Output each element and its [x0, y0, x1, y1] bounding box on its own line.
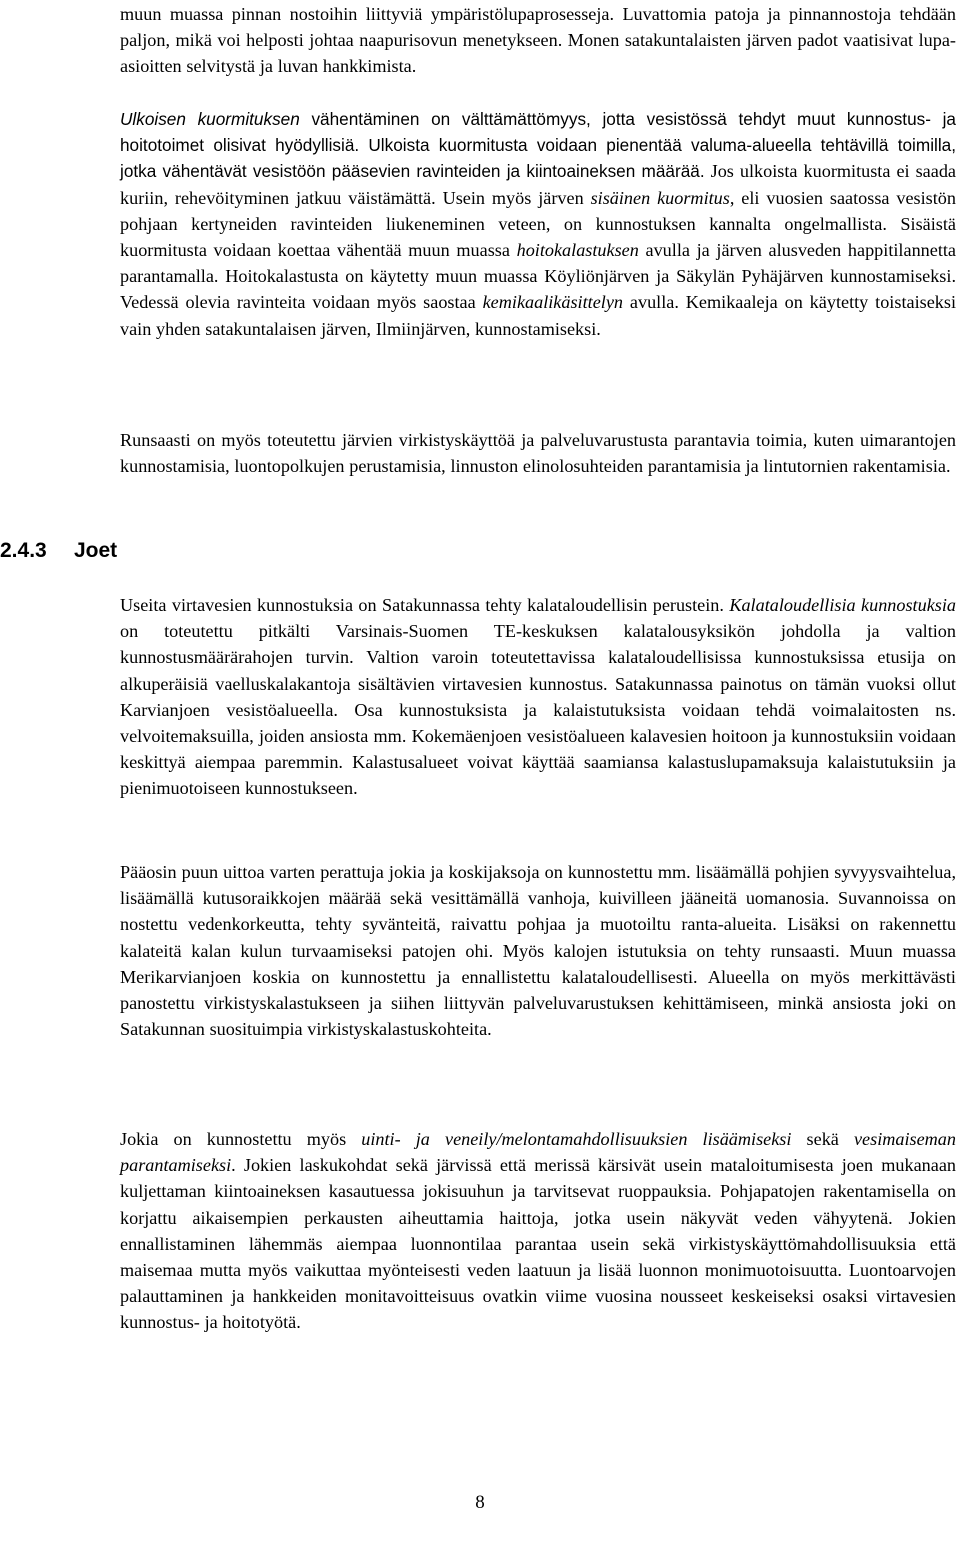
section-heading [0, 538, 117, 564]
italic-term: Kalataloudellisia kunnostuksia [729, 595, 956, 615]
italic-term: kemikaalikäsittelyn [482, 292, 624, 313]
text-run: sekä [791, 1129, 854, 1149]
text-run: muun muassa pinnan nostoihin liittyviä ympäristölupaprosesseja. Luvattomia patoja ja pinnannostoja tehdään paljon, mikä voi helposti johtaa naapurisovun menetykseen. Monen satakuntalaisten järven padot vaatisivat lupa-asioitten selvitystä ja luvan hankkimista. [120, 4, 956, 77]
section-number: 2.4.3 [0, 539, 47, 562]
italic-term: vesimaiseman parantamiseksi [120, 1129, 956, 1176]
section-title: Joet [74, 539, 118, 562]
text-run: on toteutettu pitkälti Varsinais-Suomen TE-keskuksen kalatalousyksikön johdolla ja valtion kunnostusmäärärahojen turvin. Valtion varoin toteutettavissa kalataloudellisissa kunnostuksissa etusija on alkuperäisiä vaelluskalakantoja sisältävien virtavesien kunnostus. Satakunnassa painotus on tämän vuoksi ollut Karvianjoen vesistöalueella. Osa kunnostuksista ja kalaistutuksista voidaan tehdä voimalaitosten ns. velvoitemaksuilla, joiden ansiosta mm. Kokemäenjoen vesistöalueen kalavesien hoitoon ja kunnostuksiin voidaan keskittyä aiempaa paremmin. Kalastusalueet voivat käyttää saamiansa kalastuslupamaksuja kalaistutuksiin ja pienimuotoiseen kunnostukseen. [120, 621, 956, 799]
italic-term: sisäinen kuormitus [590, 187, 730, 208]
paragraph-dam-permits [120, 1, 956, 80]
text-run: Ulkoista kuormitusta voidaan pienentää valuma-alueella tehtävillä toimilla, jotka vähentävät vesistöön pääsevien ravinteiden ja kiintoaineksen määrää. [120, 135, 956, 182]
paragraph-lake-loading [120, 106, 956, 342]
text-run: Jos ulkoista kuormitusta ei saada kuriin, rehevöityminen jatkuu väistämättä. Usein myös järven [120, 161, 956, 208]
text-run: avulla. Kemikaaleja on käytetty toistaiseksi vain yhden satakuntalaisen järven, Ilmiinjärven, kunnostamiseksi. [120, 292, 956, 339]
paragraph-river-works [120, 859, 956, 1042]
text-run: Useita virtavesien kunnostuksia on Satakunnassa tehty kalataloudellisin perustein. [120, 595, 730, 615]
text-run: Jokia on kunnostettu myös [120, 1129, 362, 1149]
text-run: avulla ja järven alusveden happitilannetta parantamalla. Hoitokalastusta on käytetty muun muassa Köyliönjärven ja Säkylän Pyhäjärven kunnostamiseksi. Vedessä olevia ravinteita voidaan myös saostaa [120, 240, 957, 313]
text-run: vähentäminen on välttämättömyys, jotta vesistössä tehdyt muut kunnostus- ja hoitotoimet olisivat hyödyllisiä. [120, 109, 956, 156]
text-run: Pääosin puun uittoa varten perattuja jokia ja koskijaksoja on kunnostettu mm. lisäämällä pohjien syvyysvaihtelua, lisäämällä kutusoraikkojen määrää sekä vesittämällä vanhoja, kuivilleen jääneitä uomanosia. Suvannoissa on nostettu vedenkorkeutta, tehty syvänteitä, raivattu pohjaa ja muotoiltu ranta-alueita. Lisäksi on rakennettu kalateitä kalan kulun turvaamiseksi patojen ohi. Myös kalojen istutuksia on tehty runsaasti. Muun muassa Merikarvianjoen koskia on kunnostettu ja ennallistettu kalataloudellisesti. Alueella on myös merkittävästi panostettu virkistyskalastukseen ja siihen liittyvän palveluvarustuksen kehittämiseen, minkä ansiosta joki on Satakunnan suosituimpia virkistyskalastuskohteita. [120, 862, 956, 1040]
paragraph-recreation [120, 427, 956, 479]
italic-term: Ulkoisen kuormituksen [120, 109, 300, 129]
text-run: . Jokien laskukohdat sekä järvissä että merissä kärsivät usein mataloitumisesta joen mukanaan kuljettaman kiintoaineksen kasautuessa jokisuuhun ja tarvitsevat ruoppauksia. Pohjapatojen rakentamisella on korjattu aikaisempien perkausten aiheuttamia haittoja, jotka usein näkyvät veden vähyytenä. Jokien ennallistaminen lähemmäs aiempaa luonnontilaa parantaa usein sekä virkistyskäyttömahdollisuuksia että maisemaa mutta myös vaikuttaa myönteisesti veden laatuun ja lisää luonnon monimuotoisuutta. Luontoarvojen palauttaminen ja hankkeiden monitavoitteisuus ovatkin viime vuosina nousseet keskeiseksi osaksi virtavesien kunnostus- ja hoitotyötä. [120, 1155, 956, 1333]
italic-term: uinti- ja veneily/melontamahdollisuuksien lisäämiseksi [361, 1129, 792, 1149]
text-run: Runsaasti on myös toteutettu järvien virkistyskäyttöä ja palveluvarustusta parantavia toimia, kuten uimarantojen kunnostamisia, luontopolkujen perustamisia, linnuston elinolosuhteiden parantamisia ja lintutornien rakentamisia. [120, 430, 956, 477]
paragraph-river-recreation [120, 1126, 956, 1336]
page-number: 8 [475, 1492, 485, 1513]
paragraph-fishery-restoration [120, 592, 956, 802]
italic-term: hoitokalastuksen [516, 240, 639, 261]
text-run: , eli vuosien saatossa vesistön pohjaan kertyneiden ravinteiden liukeneminen veteen, on kunnostuksen kannalta ongelmallista. Sisäistä kuormitusta voidaan koettaa vähentää muun muassa [120, 187, 956, 261]
